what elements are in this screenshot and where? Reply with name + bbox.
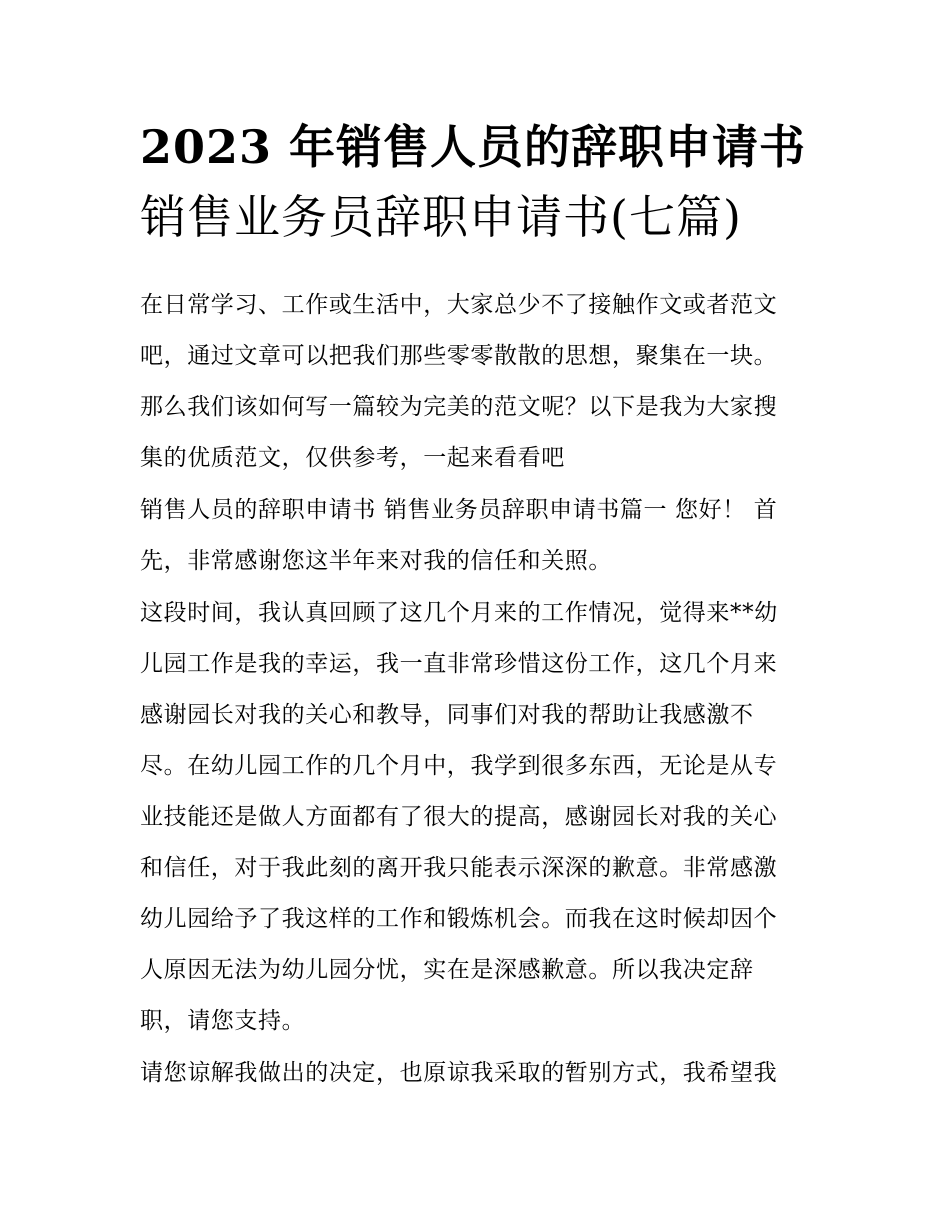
document-body [140, 280, 830, 1100]
text-line: 先，非常感谢您这半年来对我的信任和关照。 [140, 548, 612, 574]
paragraph-greeting [140, 485, 830, 587]
text-line: 幼儿园给予了我这样的工作和锻炼机会。而我在这时候却因个 [140, 906, 778, 932]
title-line-2: 销售业务员辞职申请书(七篇) [140, 190, 742, 244]
text-line: 感谢园长对我的关心和教导，同事们对我的帮助让我感激不 [140, 702, 754, 728]
document-title [140, 112, 840, 252]
text-line: 销售人员的辞职申请书 销售业务员辞职申请书篇一 您好！ 首 [140, 497, 778, 523]
title-line-1: 2023 年销售人员的辞职申请书 [140, 120, 807, 174]
text-line: 在日常学习、工作或生活中，大家总少不了接触作文或者范文 [140, 292, 778, 318]
text-line: 请您谅解我做出的决定，也原谅我采取的暂别方式，我希望我 [140, 1060, 778, 1086]
paragraph-closing [140, 1048, 830, 1099]
paragraph-reflection [140, 588, 830, 1047]
text-line: 儿园工作是我的幸运，我一直非常珍惜这份工作，这几个月来 [140, 651, 778, 677]
text-line: 那么我们该如何写一篇较为完美的范文呢？以下是我为大家搜 [140, 394, 778, 420]
text-line: 这段时间，我认真回顾了这几个月来的工作情况，觉得来**幼 [140, 600, 778, 626]
text-line: 职，请您支持。 [140, 1008, 306, 1034]
text-line: 集的优质范文，仅供参考，一起来看看吧 [140, 445, 565, 471]
paragraph-intro [140, 280, 830, 484]
text-line: 和信任，对于我此刻的离开我只能表示深深的歉意。非常感激 [140, 855, 778, 881]
text-line: 尽。在幼儿园工作的几个月中，我学到很多东西，无论是从专 [140, 753, 778, 779]
text-line: 人原因无法为幼儿园分忧，实在是深感歉意。所以我决定辞 [140, 957, 754, 983]
text-line: 吧，通过文章可以把我们那些零零散散的思想，聚集在一块。 [140, 343, 778, 369]
text-line: 业技能还是做人方面都有了很大的提高，感谢园长对我的关心 [140, 804, 778, 830]
